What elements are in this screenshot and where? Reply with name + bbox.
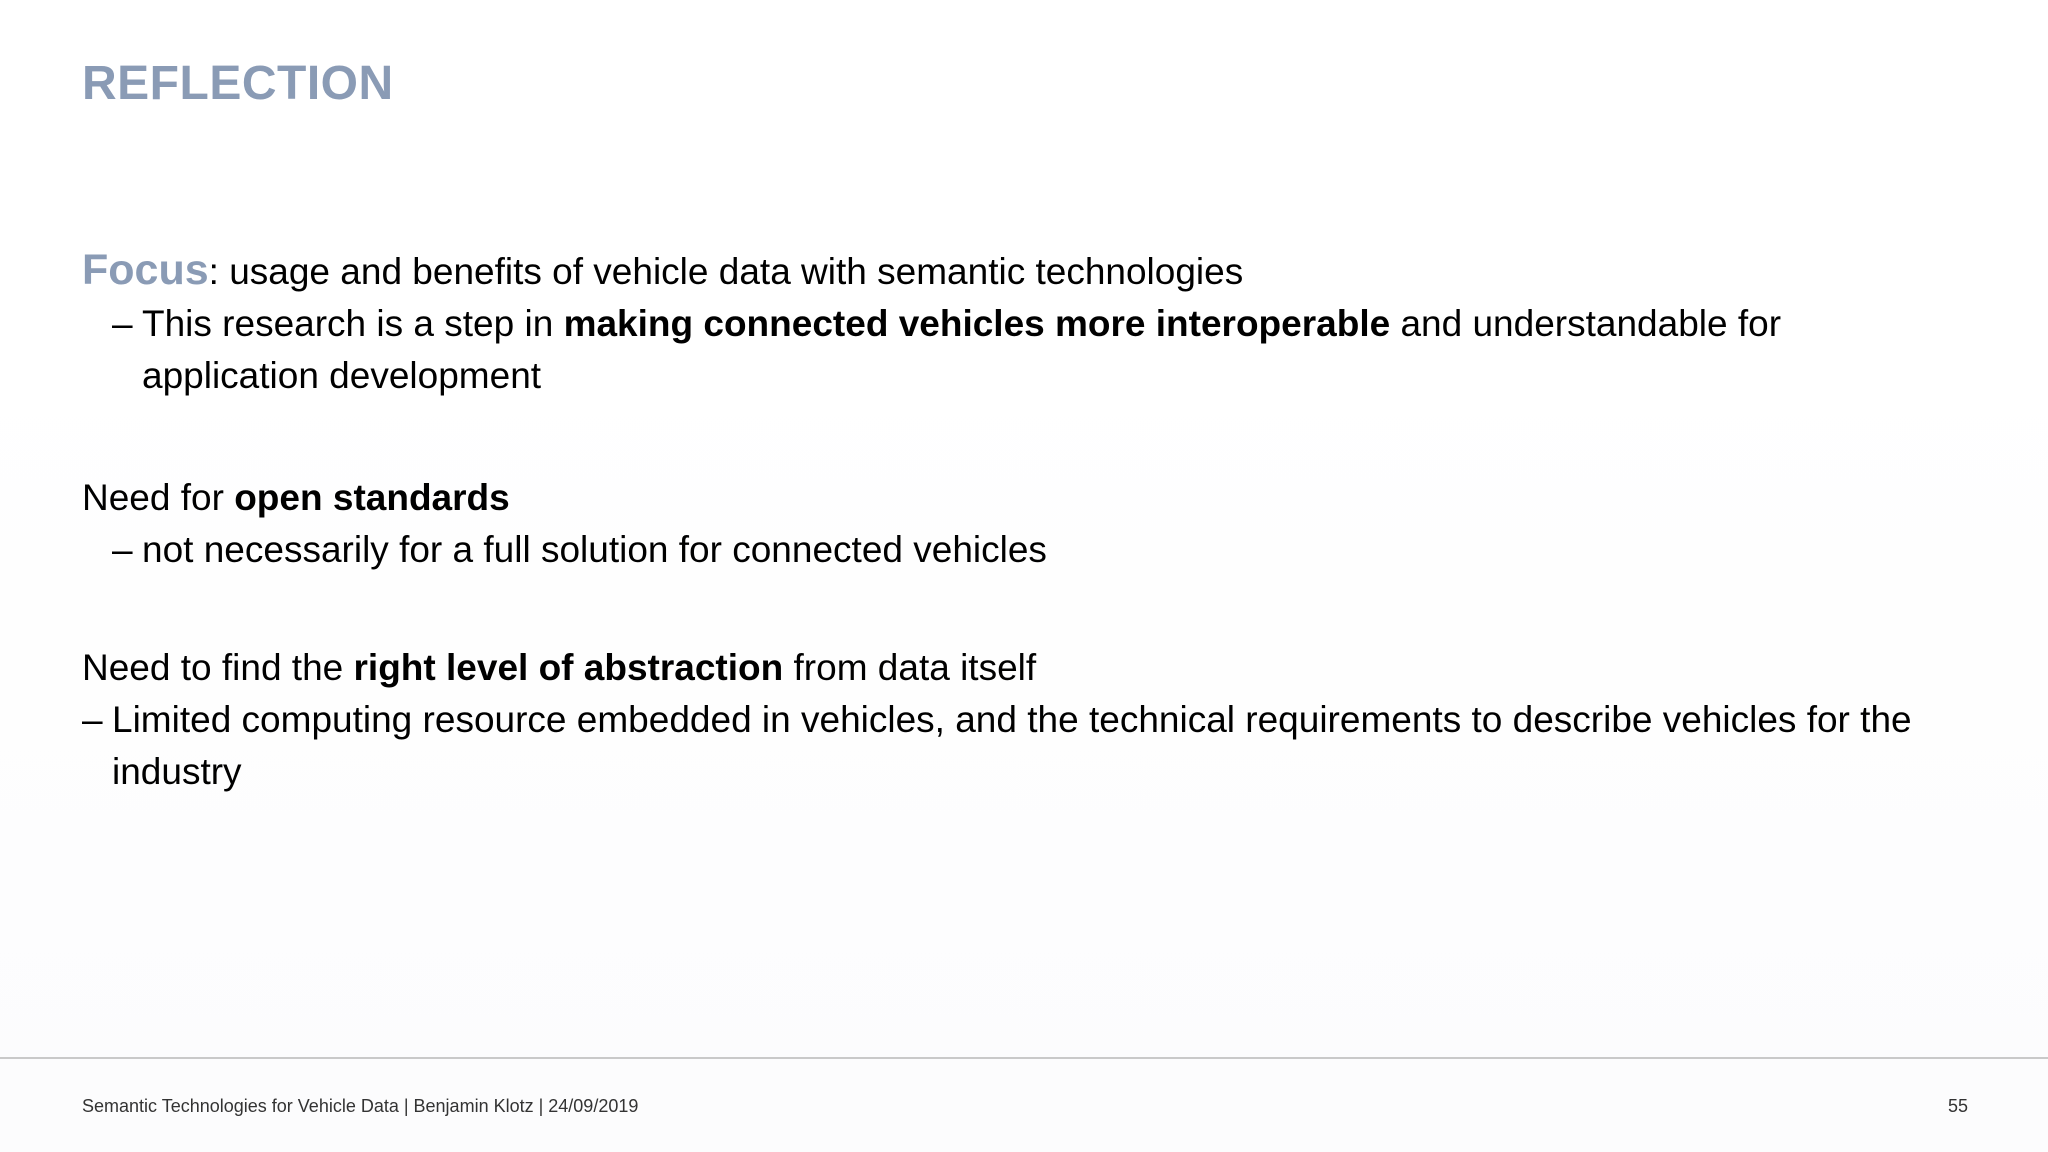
standards-bold: open standards: [234, 477, 510, 518]
abstraction-line: [82, 642, 1982, 694]
abstraction-sub-bullet: [82, 694, 2012, 798]
abstraction-suffix: from data itself: [783, 647, 1037, 688]
focus-keyword: Focus: [82, 246, 209, 294]
standards-sub-bullet: [82, 524, 1982, 576]
spacer: [82, 402, 1982, 472]
bullet-dash: –: [112, 303, 133, 344]
standards-prefix: Need for: [82, 477, 235, 518]
bullet-dash: –: [82, 699, 103, 740]
focus-text: : usage and benefits of vehicle data with semantic technologies: [208, 251, 1244, 292]
abstraction-sub-text: Limited computing resource embedded in vehicles, and the technical requirements to describe vehicles for the industry: [112, 699, 1912, 792]
spacer: [82, 576, 1982, 642]
focus-line: [82, 244, 1982, 298]
abstraction-bold: right level of abstraction: [353, 647, 784, 688]
focus-sub-suffix: and understandable for application development: [142, 303, 1782, 396]
bullet-dash: –: [112, 529, 133, 570]
footer-divider: [0, 1057, 2048, 1059]
focus-sub-prefix: This research is a step in: [142, 303, 564, 344]
slide-content: [82, 244, 1982, 798]
standards-line: [82, 472, 1982, 524]
footer-text: Semantic Technologies for Vehicle Data | Benjamin Klotz | 24/09/2019: [82, 1096, 639, 1116]
slide-title: REFLECTION: [82, 57, 394, 110]
abstraction-prefix: Need to find the: [82, 647, 354, 688]
standards-sub-text: not necessarily for a full solution for connected vehicles: [142, 529, 1047, 570]
page-number: 55: [1947, 1096, 1968, 1116]
focus-sub-bold: making connected vehicles more interoperable: [563, 303, 1391, 344]
focus-sub-bullet: [82, 298, 1862, 402]
